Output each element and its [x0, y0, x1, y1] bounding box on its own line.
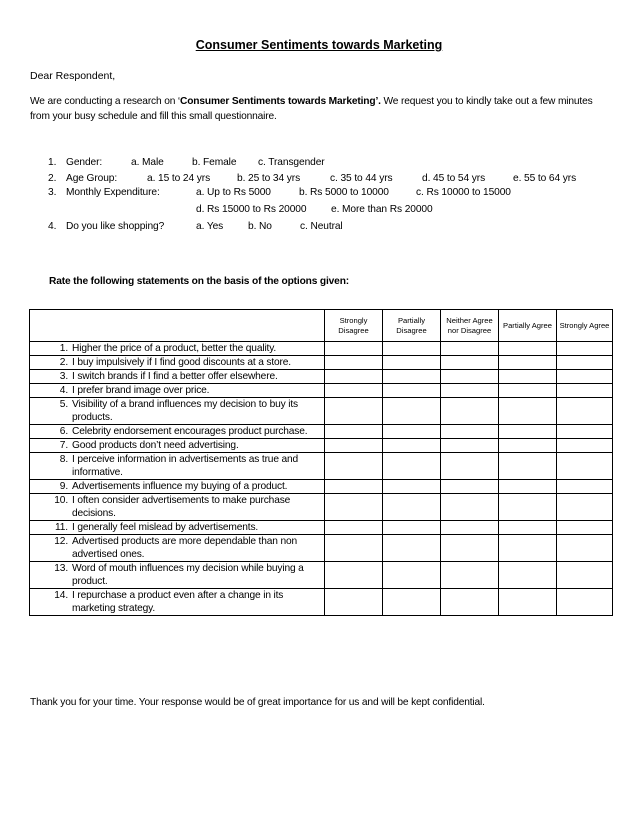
rating-cell-strongly-agree[interactable] [557, 453, 613, 480]
rating-cell-partially-agree[interactable] [499, 398, 557, 425]
rating-cell-partially-disagree[interactable] [383, 356, 441, 370]
rating-cell-partially-disagree[interactable] [383, 453, 441, 480]
option-age-15-24[interactable]: a. 15 to 24 yrs [147, 173, 211, 184]
statement-number: 11. [55, 522, 68, 533]
statement-cell [30, 535, 325, 562]
statement-row [30, 480, 613, 494]
option-exp-5000-10000[interactable]: b. Rs 5000 to 10000 [299, 187, 389, 198]
statement-content [30, 521, 324, 534]
statement-content [30, 439, 324, 452]
rating-cell-neutral[interactable] [441, 370, 499, 384]
intro-research-title: Consumer Sentiments towards Marketing’. [180, 96, 381, 107]
statement-text: I buy impulsively if I find good discounts at a store. [72, 357, 291, 368]
statement-text: Advertisements influence my buying of a product. [72, 481, 288, 492]
rating-cell-strongly-disagree[interactable] [325, 384, 383, 398]
rating-cell-neutral[interactable] [441, 480, 499, 494]
header-partially-disagree: Partially Disagree [383, 310, 441, 342]
option-gender-male[interactable]: a. Male [131, 157, 164, 168]
statement-cell [30, 480, 325, 494]
statement-number: 5. [59, 399, 68, 410]
statement-text: I repurchase a product even after a change in its marketing strategy. [72, 590, 284, 614]
rating-cell-neutral[interactable] [441, 562, 499, 589]
rating-cell-strongly-disagree[interactable] [325, 562, 383, 589]
header-strongly-agree: Strongly Agree [557, 310, 613, 342]
statement-text: I generally feel mislead by advertisements. [72, 522, 259, 533]
rating-cell-partially-agree[interactable] [499, 384, 557, 398]
rating-cell-partially-agree[interactable] [499, 342, 557, 356]
rating-cell-strongly-disagree[interactable] [325, 535, 383, 562]
statement-rows [30, 342, 613, 616]
option-age-25-34[interactable]: b. 25 to 34 yrs [237, 173, 301, 184]
statement-row [30, 439, 613, 453]
statement-cell [30, 453, 325, 480]
statement-text: I often consider advertisements to make purchase decisions. [72, 495, 291, 519]
statement-content [30, 562, 324, 588]
question-number: 1. [48, 157, 57, 168]
rating-cell-partially-agree[interactable] [499, 535, 557, 562]
option-shopping-no[interactable]: b. No [248, 221, 272, 232]
statement-cell [30, 562, 325, 589]
option-shopping-yes[interactable]: a. Yes [196, 221, 224, 232]
greeting: Dear Respondent, [30, 70, 116, 82]
rating-cell-strongly-disagree[interactable] [325, 589, 383, 616]
statement-row [30, 356, 613, 370]
rating-cell-strongly-agree[interactable] [557, 439, 613, 453]
statement-row [30, 535, 613, 562]
statement-content [30, 370, 324, 383]
statement-cell [30, 439, 325, 453]
statement-cell [30, 398, 325, 425]
rating-cell-strongly-disagree[interactable] [325, 480, 383, 494]
rating-cell-strongly-agree[interactable] [557, 521, 613, 535]
statement-content [30, 453, 324, 479]
statement-row [30, 521, 613, 535]
rating-cell-strongly-agree[interactable] [557, 589, 613, 616]
rating-cell-partially-disagree[interactable] [383, 425, 441, 439]
rating-cell-partially-disagree[interactable] [383, 439, 441, 453]
option-age-35-44[interactable]: c. 35 to 44 yrs [330, 173, 393, 184]
statement-cell [30, 425, 325, 439]
question-number: 2. [48, 173, 57, 184]
statement-number: 4. [59, 385, 68, 396]
statement-text: Celebrity endorsement encourages product purchase. [72, 426, 308, 437]
rating-cell-neutral[interactable] [441, 453, 499, 480]
statement-row [30, 425, 613, 439]
statement-row [30, 562, 613, 589]
statement-number: 2. [59, 357, 68, 368]
statement-text: I switch brands if I find a better offer elsewhere. [72, 371, 278, 382]
rating-cell-partially-disagree[interactable] [383, 398, 441, 425]
rating-cell-partially-agree[interactable] [499, 439, 557, 453]
statement-row [30, 494, 613, 521]
rating-cell-strongly-disagree[interactable] [325, 398, 383, 425]
statement-content [30, 480, 324, 493]
rating-cell-strongly-disagree[interactable] [325, 342, 383, 356]
option-shopping-neutral[interactable]: c. Neutral [300, 221, 343, 232]
statement-content [30, 356, 324, 369]
rating-cell-strongly-disagree[interactable] [325, 425, 383, 439]
header-neutral: Neither Agree nor Disagree [441, 310, 499, 342]
rating-cell-partially-disagree[interactable] [383, 384, 441, 398]
rating-cell-partially-disagree[interactable] [383, 370, 441, 384]
rating-cell-strongly-agree[interactable] [557, 356, 613, 370]
statement-cell [30, 370, 325, 384]
intro-text-start: We are conducting a research on ‘ [30, 96, 181, 107]
rating-cell-strongly-agree[interactable] [557, 425, 613, 439]
option-age-45-54[interactable]: d. 45 to 54 yrs [422, 173, 486, 184]
rating-cell-strongly-agree[interactable] [557, 398, 613, 425]
rating-cell-partially-disagree[interactable] [383, 535, 441, 562]
closing-note: Thank you for your time. Your response would be of great importance for us and will be kept confidential. [30, 697, 485, 708]
statement-row [30, 453, 613, 480]
option-age-55-64[interactable]: e. 55 to 64 yrs [513, 173, 577, 184]
statement-text: Word of mouth influences my decision while buying a product. [72, 563, 304, 587]
rating-cell-strongly-agree[interactable] [557, 562, 613, 589]
rating-cell-partially-disagree[interactable] [383, 562, 441, 589]
statement-number: 12. [54, 536, 68, 547]
rating-cell-strongly-disagree[interactable] [325, 494, 383, 521]
rating-cell-strongly-agree[interactable] [557, 480, 613, 494]
intro-text-end: We request you to kindly take out a few minutes from your busy schedule and fill this small questionnaire. [30, 96, 593, 122]
statement-number: 3. [59, 371, 68, 382]
rating-cell-strongly-disagree[interactable] [325, 439, 383, 453]
rating-cell-partially-disagree[interactable] [383, 589, 441, 616]
statement-row [30, 370, 613, 384]
statement-row [30, 384, 613, 398]
rating-cell-partially-disagree[interactable] [383, 480, 441, 494]
statement-cell [30, 521, 325, 535]
statement-row [30, 398, 613, 425]
statement-cell [30, 494, 325, 521]
statement-cell [30, 342, 325, 356]
question-number: 3. [48, 187, 57, 198]
option-gender-transgender[interactable]: c. Transgender [258, 157, 325, 168]
rating-cell-strongly-disagree[interactable] [325, 356, 383, 370]
statement-cell [30, 589, 325, 616]
rating-cell-partially-disagree[interactable] [383, 521, 441, 535]
rating-cell-partially-disagree[interactable] [383, 494, 441, 521]
rating-cell-neutral[interactable] [441, 535, 499, 562]
rating-cell-neutral[interactable] [441, 342, 499, 356]
rating-cell-neutral[interactable] [441, 398, 499, 425]
option-exp-more-20000[interactable]: e. More than Rs 20000 [331, 204, 433, 215]
statement-number: 7. [59, 440, 68, 451]
option-exp-10000-15000[interactable]: c. Rs 10000 to 15000 [416, 187, 511, 198]
question-label: Gender: [66, 157, 103, 168]
rating-cell-neutral[interactable] [441, 384, 499, 398]
rating-cell-strongly-agree[interactable] [557, 384, 613, 398]
rating-cell-partially-agree[interactable] [499, 521, 557, 535]
statement-cell [30, 384, 325, 398]
statement-row [30, 589, 613, 616]
rating-table [29, 309, 613, 616]
rating-cell-strongly-disagree[interactable] [325, 453, 383, 480]
statement-number: 9. [59, 481, 68, 492]
statement-number: 10. [54, 495, 68, 506]
rating-cell-partially-agree[interactable] [499, 480, 557, 494]
rating-cell-strongly-agree[interactable] [557, 342, 613, 356]
statement-number: 1. [59, 343, 68, 354]
statement-number: 6. [59, 426, 68, 437]
statement-content [30, 494, 324, 520]
rating-cell-partially-agree[interactable] [499, 589, 557, 616]
rating-cell-neutral[interactable] [441, 356, 499, 370]
statement-text: I prefer brand image over price. [72, 385, 210, 396]
rating-cell-neutral[interactable] [441, 439, 499, 453]
statement-text: Higher the price of a product, better the quality. [72, 343, 277, 354]
statement-text: Advertised products are more dependable than non advertised ones. [72, 536, 298, 560]
page-title: Consumer Sentiments towards Marketing [195, 38, 443, 52]
statement-content [30, 342, 324, 355]
option-gender-female[interactable]: b. Female [192, 157, 237, 168]
statement-number: 8. [59, 454, 68, 465]
rating-cell-partially-disagree[interactable] [383, 342, 441, 356]
statement-text: Good products don’t need advertising. [72, 440, 239, 451]
statement-text: Visibility of a brand influences my decision to buy its products. [72, 399, 298, 423]
statement-number: 14. [54, 590, 68, 601]
rating-cell-neutral[interactable] [441, 425, 499, 439]
rating-cell-partially-agree[interactable] [499, 356, 557, 370]
statement-text: I perceive information in advertisements as true and informative. [72, 454, 299, 478]
rating-header-row [30, 310, 613, 342]
question-label: Monthly Expenditure: [66, 187, 160, 198]
rating-cell-strongly-agree[interactable] [557, 370, 613, 384]
question-label: Do you like shopping? [66, 221, 165, 232]
statement-number: 13. [54, 563, 68, 574]
option-exp-15000-20000[interactable]: d. Rs 15000 to Rs 20000 [196, 204, 307, 215]
option-exp-upto-5000[interactable]: a. Up to Rs 5000 [196, 187, 271, 198]
rating-cell-neutral[interactable] [441, 589, 499, 616]
rating-cell-partially-agree[interactable] [499, 494, 557, 521]
statement-cell [30, 356, 325, 370]
rating-cell-neutral[interactable] [441, 494, 499, 521]
rating-instructions: Rate the following statements on the basis of the options given: [49, 276, 350, 287]
statement-content [30, 425, 324, 438]
rating-cell-partially-agree[interactable] [499, 370, 557, 384]
rating-cell-partially-agree[interactable] [499, 425, 557, 439]
question-number: 4. [48, 221, 57, 232]
rating-cell-partially-agree[interactable] [499, 453, 557, 480]
statement-row [30, 342, 613, 356]
statement-content [30, 384, 324, 397]
rating-cell-strongly-agree[interactable] [557, 494, 613, 521]
rating-cell-partially-agree[interactable] [499, 562, 557, 589]
statement-content [30, 398, 324, 424]
header-partially-agree: Partially Agree [499, 310, 557, 342]
rating-cell-strongly-disagree[interactable] [325, 521, 383, 535]
rating-cell-strongly-disagree[interactable] [325, 370, 383, 384]
statement-content [30, 535, 324, 561]
rating-cell-neutral[interactable] [441, 521, 499, 535]
header-strongly-disagree: Strongly Disagree [325, 310, 383, 342]
question-label: Age Group: [66, 173, 118, 184]
statement-column-header [30, 310, 325, 342]
statement-content [30, 589, 324, 615]
rating-cell-strongly-agree[interactable] [557, 535, 613, 562]
intro-paragraph [30, 94, 600, 124]
